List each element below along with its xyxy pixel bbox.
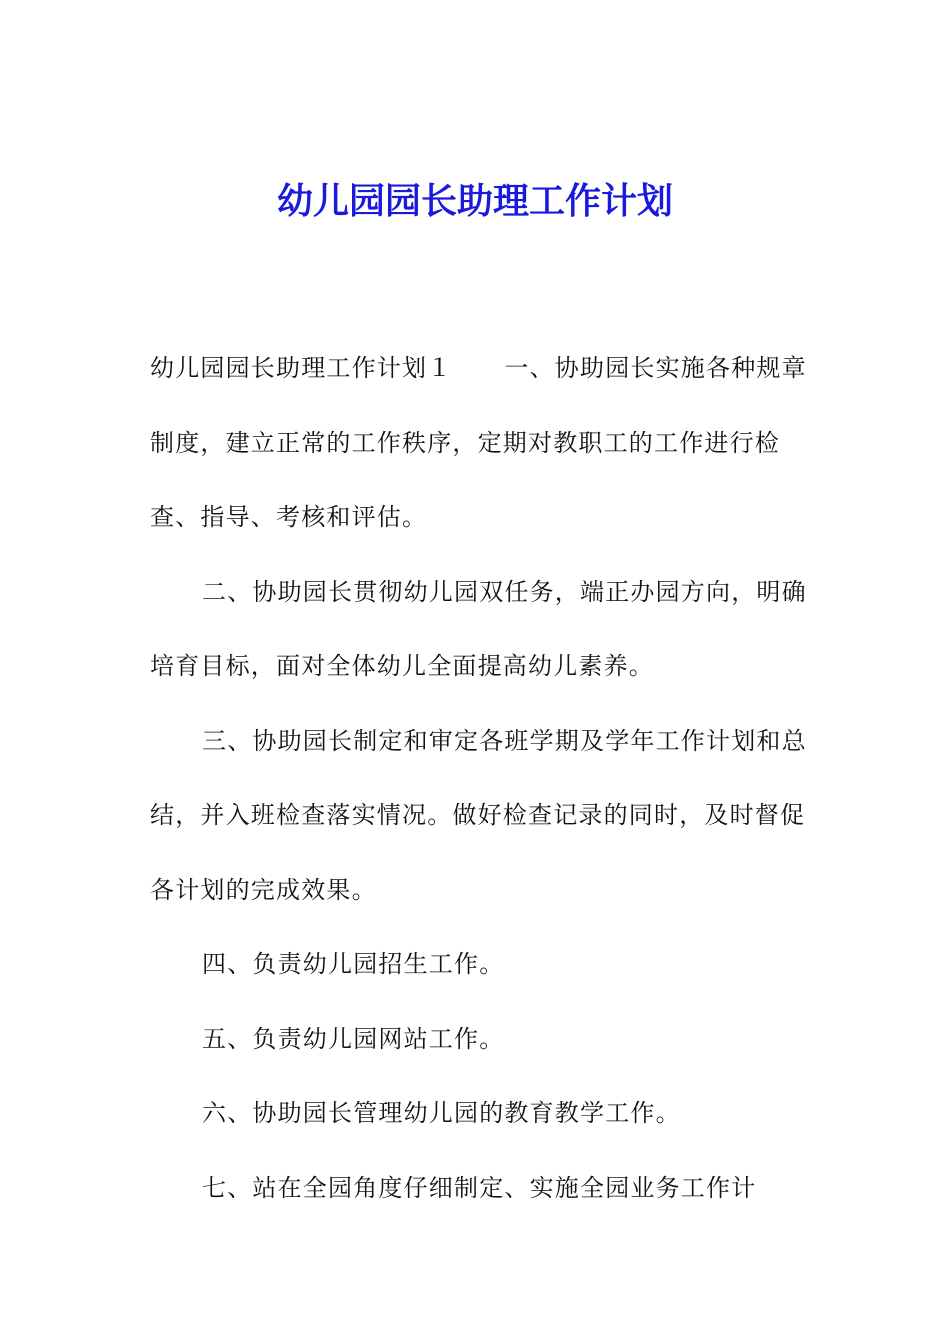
- paragraph-1: [150, 331, 810, 555]
- document-body: [150, 331, 810, 1225]
- plan-heading: 幼儿园园长助理工作计划１: [150, 354, 453, 382]
- paragraph-2: 二、协助园长贯彻幼儿园双任务，端正办园方向，明确培育目标，面对全体幼儿全面提高幼儿素养。: [150, 577, 807, 680]
- paragraph-4: 四、负责幼儿园招生工作。: [202, 950, 505, 978]
- paragraph-3: 三、协助园长制定和审定各班学期及学年工作计划和总结，并入班检查落实情况。做好检查记录的同时，及时督促各计划的完成效果。: [150, 726, 807, 904]
- paragraph-5: 五、负责幼儿园网站工作。: [202, 1024, 505, 1053]
- item-1-text: 一、协助园长实施各种规章制度，建立正常的工作秩序，定期对教职工的工作进行检查、指导、考核和评估。: [150, 354, 807, 531]
- paragraph-6: 六、协助园长管理幼儿园的教育教学工作。: [202, 1099, 681, 1127]
- paragraph-7: 七、站在全园角度仔细制定、实施全园业务工作计: [202, 1173, 757, 1202]
- document-title: 幼儿园园长助理工作计划: [276, 181, 673, 222]
